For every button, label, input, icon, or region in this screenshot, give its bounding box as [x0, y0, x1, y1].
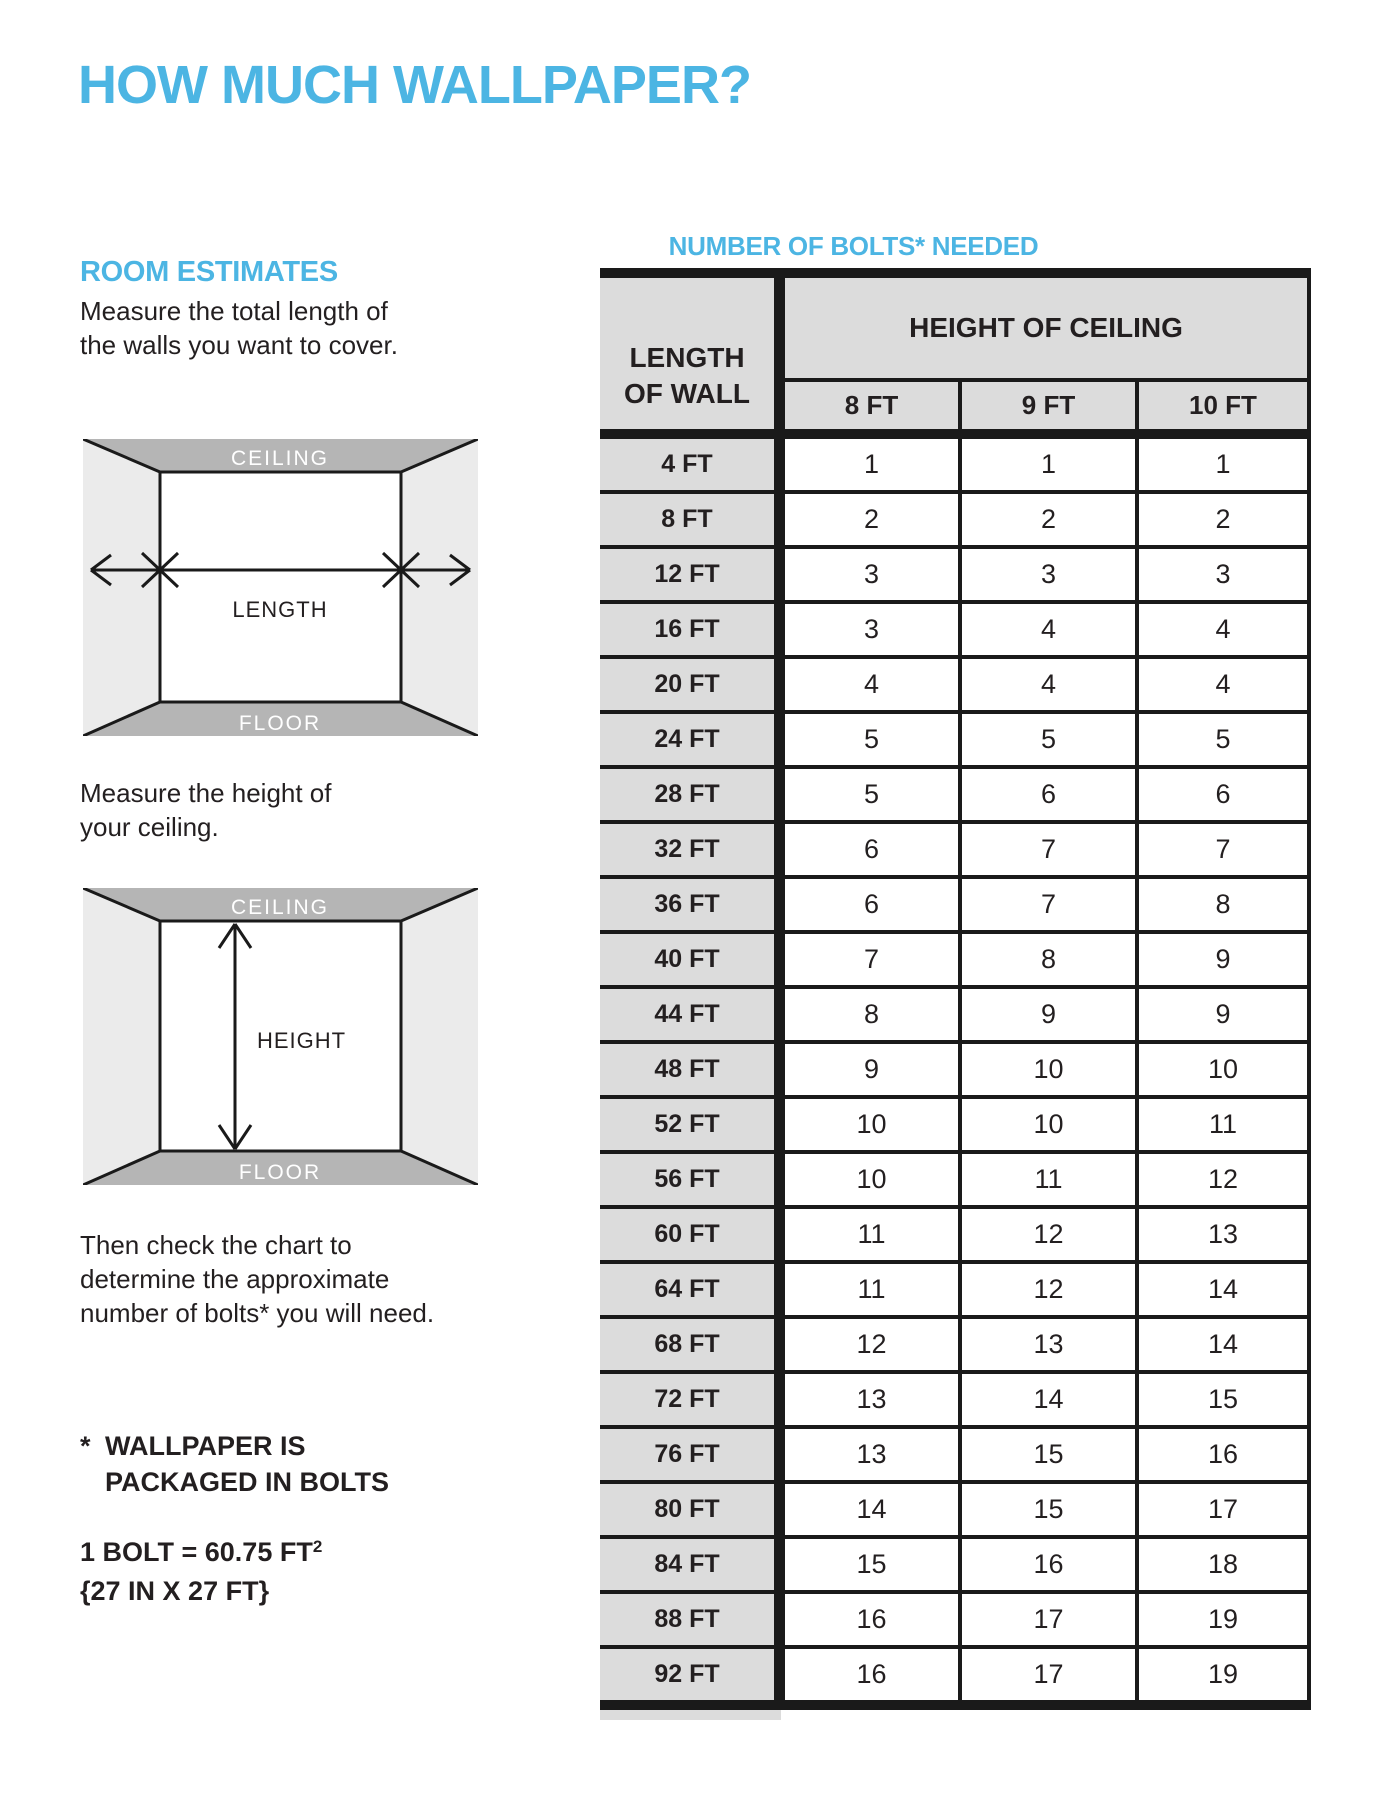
table-row: [600, 879, 1311, 934]
bolt-equation-text: 1 BOLT = 60.75 FT: [80, 1537, 313, 1567]
bolts-8ft-cell: 6: [785, 879, 962, 934]
bolts-9ft-cell: 17: [962, 1649, 1139, 1700]
bolts-8ft-cell: 6: [785, 824, 962, 879]
wall-length-cell: 8 FT: [600, 494, 785, 549]
table-row: [600, 1209, 1311, 1264]
bolts-10ft-cell: 19: [1139, 1594, 1311, 1649]
bolts-8ft-cell: 12: [785, 1319, 962, 1374]
table-row: [600, 1154, 1311, 1209]
wall-length-cell: 80 FT: [600, 1484, 785, 1539]
bolts-10ft-cell: 12: [1139, 1154, 1311, 1209]
bolts-8ft-cell: 16: [785, 1649, 962, 1700]
bolt-equation-exponent: 2: [312, 1537, 323, 1556]
bolts-10ft-cell: 2: [1139, 494, 1311, 549]
table-row: [600, 1264, 1311, 1319]
bolts-10ft-cell: 4: [1139, 659, 1311, 714]
bolts-10ft-cell: 19: [1139, 1649, 1311, 1700]
instruction-step-1: [80, 294, 398, 362]
room-estimates-heading: ROOM ESTIMATES: [80, 256, 338, 288]
bolts-8ft-cell: 11: [785, 1264, 962, 1319]
wall-length-cell: 12 FT: [600, 549, 785, 604]
bolts-10ft-cell: 7: [1139, 824, 1311, 879]
bolts-8ft-cell: 4: [785, 659, 962, 714]
bolts-9ft-cell: 16: [962, 1539, 1139, 1594]
bolts-10ft-cell: 3: [1139, 549, 1311, 604]
bolts-10ft-cell: 4: [1139, 604, 1311, 659]
bolts-8ft-cell: 2: [785, 494, 962, 549]
bolts-9ft-cell: 8: [962, 934, 1139, 989]
table-row: [600, 1429, 1311, 1484]
bolts-9ft-cell: 11: [962, 1154, 1139, 1209]
instruction-line: number of bolts* you will need.: [80, 1298, 435, 1328]
wall-length-cell: 40 FT: [600, 934, 785, 989]
instruction-step-2: [80, 776, 332, 844]
bolts-8ft-cell: 1: [785, 439, 962, 494]
bolts-9ft-cell: 13: [962, 1319, 1139, 1374]
bolts-10ft-cell: 11: [1139, 1099, 1311, 1154]
bolts-9ft-cell: 1: [962, 439, 1139, 494]
bolts-8ft-cell: 9: [785, 1044, 962, 1099]
table-row: [600, 1099, 1311, 1154]
table-row: [600, 439, 1311, 494]
table-row: [600, 934, 1311, 989]
bolts-10ft-cell: 15: [1139, 1374, 1311, 1429]
bolts-9ft-cell: 12: [962, 1209, 1139, 1264]
footnote-line: WALLPAPER IS: [105, 1431, 306, 1461]
table-row: [600, 1044, 1311, 1099]
table-row: [600, 604, 1311, 659]
bolts-9ft-cell: 4: [962, 659, 1139, 714]
bolts-8ft-cell: 13: [785, 1429, 962, 1484]
left-wall: [83, 888, 160, 1185]
wall-length-cell: 24 FT: [600, 714, 785, 769]
table-footer-stub: [600, 1710, 781, 1720]
table-row: [600, 1374, 1311, 1429]
wall-length-cell: 28 FT: [600, 769, 785, 824]
bolts-9ft-cell: 7: [962, 879, 1139, 934]
table-row: [600, 1594, 1311, 1649]
floor-label: FLOOR: [238, 1161, 322, 1184]
wall-length-cell: 60 FT: [600, 1209, 785, 1264]
wall-length-cell: 84 FT: [600, 1539, 785, 1594]
bolts-10ft-cell: 13: [1139, 1209, 1311, 1264]
wall-length-cell: 56 FT: [600, 1154, 785, 1209]
bolts-8ft-cell: 11: [785, 1209, 962, 1264]
instruction-line: Then check the chart to: [80, 1230, 352, 1260]
bolts-8ft-cell: 16: [785, 1594, 962, 1649]
bolts-10ft-cell: 6: [1139, 769, 1311, 824]
ceiling-label: CEILING: [230, 447, 330, 470]
bolts-9ft-cell: 2: [962, 494, 1139, 549]
bolts-8ft-cell: 7: [785, 934, 962, 989]
back-wall: [160, 472, 401, 702]
bolt-dimensions: {27 IN X 27 FT}: [80, 1576, 270, 1606]
room-height-diagram: [83, 888, 478, 1185]
bolts-table-body: [600, 439, 1311, 1700]
wall-length-cell: 68 FT: [600, 1319, 785, 1374]
wall-length-cell: 16 FT: [600, 604, 785, 659]
ceiling-height-subheaders: [785, 382, 1311, 439]
instruction-line: the walls you want to cover.: [80, 330, 398, 360]
bolts-8ft-cell: 14: [785, 1484, 962, 1539]
table-row: [600, 1319, 1311, 1374]
bolts-footnote: [80, 1428, 389, 1500]
wall-length-cell: 76 FT: [600, 1429, 785, 1484]
bolts-9ft-cell: 15: [962, 1484, 1139, 1539]
bolts-9ft-cell: 5: [962, 714, 1139, 769]
wall-length-cell: 52 FT: [600, 1099, 785, 1154]
bolts-10ft-cell: 14: [1139, 1264, 1311, 1319]
bolts-10ft-cell: 9: [1139, 989, 1311, 1044]
bolts-10ft-cell: 9: [1139, 934, 1311, 989]
bolts-9ft-cell: 3: [962, 549, 1139, 604]
room-length-diagram: [83, 439, 478, 736]
bolts-9ft-cell: 4: [962, 604, 1139, 659]
bolts-10ft-cell: 1: [1139, 439, 1311, 494]
instruction-line: determine the approximate: [80, 1264, 390, 1294]
wall-length-cell: 64 FT: [600, 1264, 785, 1319]
wall-length-cell: 36 FT: [600, 879, 785, 934]
header-line: LENGTH: [629, 341, 745, 373]
col-header-9ft: 9 FT: [962, 382, 1139, 429]
table-row: [600, 769, 1311, 824]
bolts-8ft-cell: 10: [785, 1099, 962, 1154]
ceiling-label: CEILING: [230, 896, 330, 919]
bolts-9ft-cell: 12: [962, 1264, 1139, 1319]
bolts-8ft-cell: 10: [785, 1154, 962, 1209]
length-label: LENGTH: [232, 597, 328, 622]
bolts-9ft-cell: 7: [962, 824, 1139, 879]
wall-length-cell: 72 FT: [600, 1374, 785, 1429]
height-of-ceiling-header: HEIGHT OF CEILING: [785, 278, 1311, 382]
page-title: HOW MUCH WALLPAPER?: [78, 55, 751, 115]
bolts-8ft-cell: 5: [785, 714, 962, 769]
height-of-ceiling-header-group: [785, 278, 1311, 439]
bolts-10ft-cell: 10: [1139, 1044, 1311, 1099]
table-row: [600, 1539, 1311, 1594]
height-label: HEIGHT: [257, 1028, 347, 1053]
bolts-10ft-cell: 14: [1139, 1319, 1311, 1374]
table-row: [600, 549, 1311, 604]
table-row: [600, 1484, 1311, 1539]
bolt-spec: [80, 1527, 322, 1611]
bolts-8ft-cell: 3: [785, 604, 962, 659]
header-line: OF WALL: [624, 377, 750, 409]
bolts-10ft-cell: 16: [1139, 1429, 1311, 1484]
right-wall: [401, 439, 478, 736]
bolts-9ft-cell: 10: [962, 1099, 1139, 1154]
asterisk-marker: *: [80, 1431, 91, 1461]
instruction-line: Measure the height of: [80, 778, 332, 808]
bolts-9ft-cell: 17: [962, 1594, 1139, 1649]
bolts-9ft-cell: 14: [962, 1374, 1139, 1429]
room-walls: [83, 439, 478, 736]
bolts-10ft-cell: 17: [1139, 1484, 1311, 1539]
table-row: [600, 824, 1311, 879]
table-row: [600, 714, 1311, 769]
bolts-10ft-cell: 5: [1139, 714, 1311, 769]
bolts-9ft-cell: 10: [962, 1044, 1139, 1099]
table-row: [600, 494, 1311, 549]
col-header-10ft: 10 FT: [1139, 382, 1311, 429]
wall-length-cell: 88 FT: [600, 1594, 785, 1649]
bolts-8ft-cell: 15: [785, 1539, 962, 1594]
bolts-8ft-cell: 13: [785, 1374, 962, 1429]
bolt-equation: [80, 1527, 322, 1572]
bolts-9ft-cell: 9: [962, 989, 1139, 1044]
footnote-line: PACKAGED IN BOLTS: [105, 1467, 390, 1497]
instruction-line: Measure the total length of: [80, 296, 388, 326]
table-row: [600, 1649, 1311, 1700]
length-of-wall-header: [600, 278, 785, 439]
right-wall: [401, 888, 478, 1185]
col-header-8ft: 8 FT: [785, 382, 962, 429]
wall-length-cell: 20 FT: [600, 659, 785, 714]
floor-label: FLOOR: [238, 712, 322, 735]
instruction-step-3: [80, 1228, 434, 1330]
bolts-table-header: [600, 278, 1311, 439]
bolts-table: [600, 268, 1311, 1710]
left-wall: [83, 439, 160, 736]
instruction-line: your ceiling.: [80, 812, 219, 842]
bolts-9ft-cell: 15: [962, 1429, 1139, 1484]
table-row: [600, 989, 1311, 1044]
bolts-8ft-cell: 8: [785, 989, 962, 1044]
bolts-table-heading: NUMBER OF BOLTS* NEEDED: [668, 231, 1039, 261]
bolts-10ft-cell: 18: [1139, 1539, 1311, 1594]
wall-length-cell: 92 FT: [600, 1649, 785, 1700]
wall-length-cell: 44 FT: [600, 989, 785, 1044]
bolts-8ft-cell: 3: [785, 549, 962, 604]
table-row: [600, 659, 1311, 714]
wall-length-cell: 32 FT: [600, 824, 785, 879]
bolts-10ft-cell: 8: [1139, 879, 1311, 934]
wall-length-cell: 4 FT: [600, 439, 785, 494]
bolts-9ft-cell: 6: [962, 769, 1139, 824]
bolts-8ft-cell: 5: [785, 769, 962, 824]
wall-length-cell: 48 FT: [600, 1044, 785, 1099]
